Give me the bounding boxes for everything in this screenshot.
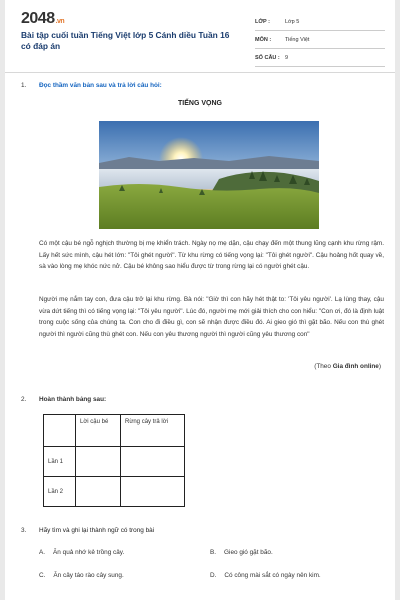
header-divider: [5, 72, 395, 73]
table-cell: Lần 1: [44, 447, 76, 477]
question-2-number: 2.: [21, 396, 27, 403]
table-header-cell: Rừng cây trả lời: [121, 415, 185, 447]
option-text: Gieo gió gặt bão.: [224, 549, 273, 556]
meta-key: MÔN :: [255, 36, 272, 43]
table-cell[interactable]: [121, 447, 185, 477]
question-1-number: 1.: [21, 82, 27, 89]
table-cell: Lần 2: [44, 477, 76, 507]
logo-suffix: .vn: [55, 18, 65, 25]
table-cell[interactable]: [76, 447, 121, 477]
passage-source: [314, 363, 381, 370]
meta-key: LỚP :: [255, 18, 270, 25]
passage-paragraph-2: Người mẹ nắm tay con, đưa cậu trở lại khu rừng. Bà nói: "Giờ thì con hãy hét thật to: 'Tôi yêu người'. Lạ lùng thay, cậu vừa dứt tiếng thì có tiếng vọng lại: "Tôi yêu người". Lúc đó, người mẹ mới giải thích cho con hiểu: "Con ơi, đó là định luật trong cuộc sống của chúng ta. Con cho đi điều gì, con sẽ nhận được điều đó. Ai gieo gió thì gặt bão. Nếu con thù ghét người thì người cũng thù ghét con. Nếu con yêu thương người thì người cũng yêu thương con": [39, 296, 384, 338]
worksheet-page: [5, 0, 395, 600]
option-text: Ăn quả nhớ kẻ trồng cây.: [53, 549, 125, 556]
table-row: [44, 477, 185, 507]
worksheet-header: [5, 0, 395, 72]
question-3-number: 3.: [21, 527, 27, 534]
option-letter: A.: [39, 549, 46, 556]
source-prefix: (Theo: [314, 363, 333, 370]
table-header-cell: [44, 415, 76, 447]
meta-value: Lớp 5: [285, 18, 300, 25]
table-header-row: [44, 415, 185, 447]
option-text: Có công mài sắt có ngày nên kim.: [224, 572, 321, 579]
option-letter: D.: [210, 572, 217, 579]
meta-row-subject: [255, 31, 385, 49]
meta-value: 9: [285, 54, 289, 61]
option-letter: B.: [210, 549, 217, 556]
option-letter: C.: [39, 572, 46, 579]
meta-info: [255, 13, 385, 67]
logo-main: 2048: [21, 10, 55, 27]
passage-paragraph-1: Có một cậu bé ngỗ nghịch thường bị mẹ khiển trách. Ngày nọ mẹ dặn, cậu chạy đến một thung lũng cạnh khu rừng rậm. Lấy hết sức mình, cậu hét lớn: "Tôi ghét người". Từ khu rừng có tiếng vọng lại: "Tôi ghét người". Cậu hoảng hốt quay về, sà vào lòng mẹ khóc nức nở. Cậu bé không sao hiểu được từ trong rừng lại có người ghét cậu.: [39, 240, 384, 270]
table-row: [44, 447, 185, 477]
question-2-prompt: Hoàn thành bảng sau:: [39, 396, 107, 403]
source-suffix: ): [378, 363, 381, 370]
question-3-prompt: Hãy tìm và ghi lại thành ngữ có trong bài: [39, 527, 155, 534]
source-name: Gia đình online: [332, 363, 379, 370]
passage-title: TIẾNG VỌNG: [178, 100, 222, 107]
table-cell[interactable]: [121, 477, 185, 507]
meta-row-grade: [255, 13, 385, 31]
option-d[interactable]: [210, 572, 321, 579]
table-header-cell: Lời cậu bé: [76, 415, 121, 447]
document-title: Bài tập cuối tuần Tiếng Việt lớp 5 Cánh diều Tuần 16 có đáp án: [21, 30, 230, 51]
sunrise-landscape-image: [99, 121, 319, 229]
question-1-prompt: Đọc thầm văn bản sau và trả lời câu hỏi:: [39, 82, 162, 89]
option-a[interactable]: [39, 549, 124, 556]
table-cell[interactable]: [76, 477, 121, 507]
meta-row-question-count: [255, 49, 385, 67]
answer-table: [43, 414, 185, 507]
option-text: Ăn cây táo rào cây sung.: [53, 572, 124, 579]
option-c[interactable]: [39, 572, 124, 579]
meta-key: SỐ CÂU :: [255, 54, 280, 61]
option-b[interactable]: [210, 549, 273, 556]
site-logo[interactable]: [21, 10, 64, 28]
meta-value: Tiếng Việt: [285, 36, 310, 43]
